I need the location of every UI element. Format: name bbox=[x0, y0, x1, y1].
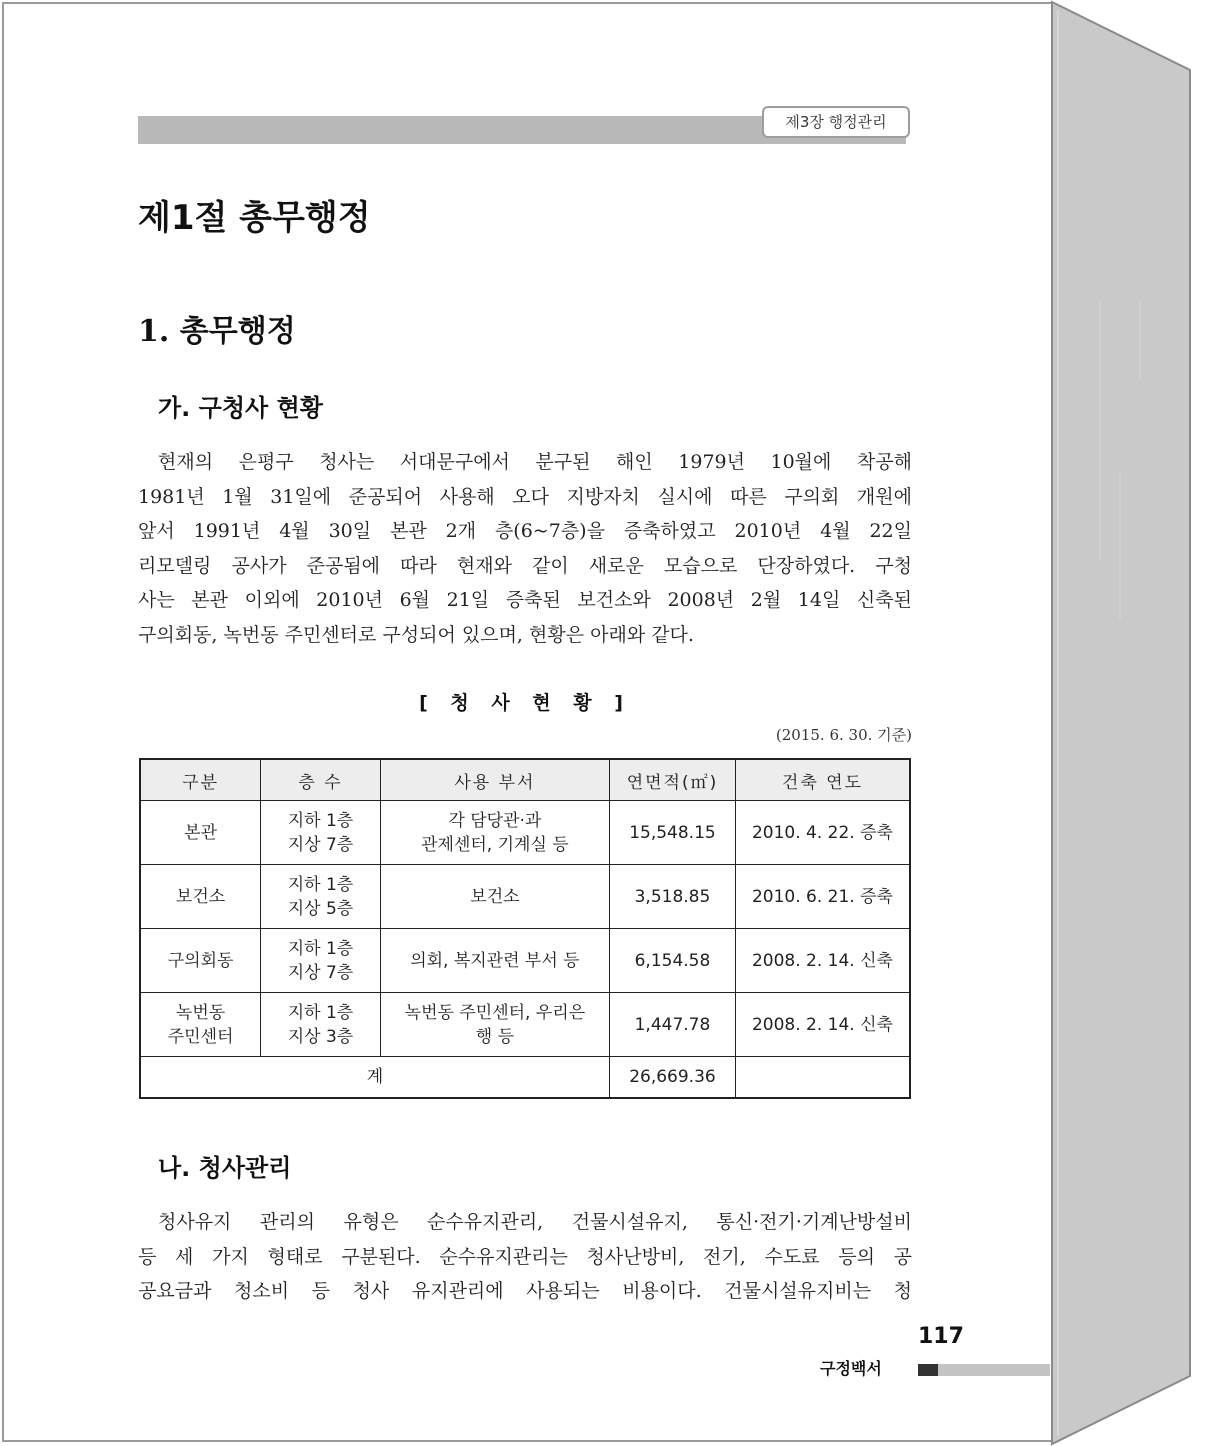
total-year bbox=[735, 1057, 910, 1099]
table-total-row bbox=[140, 1057, 910, 1099]
floor-count: 지하 1층 지상 7층 bbox=[261, 801, 381, 865]
paragraph-line: 리모델링 공사가 준공됨에 따라 현재와 같이 새로운 모습으로 단장하였다. 구청 bbox=[138, 554, 912, 577]
build-year: 2008. 2. 14. 신축 bbox=[735, 993, 910, 1057]
paragraph-line: 사는 본관 이외에 2010년 6월 21일 증축된 보건소와 2008년 2월 14일 신축된 bbox=[138, 589, 912, 611]
part-a-heading: 가. 구청사 현황 bbox=[158, 394, 323, 422]
column-header: 구분 bbox=[140, 759, 261, 801]
column-header: 건축 연도 bbox=[735, 759, 910, 801]
build-year: 2010. 6. 21. 증축 bbox=[735, 865, 910, 929]
departments: 각 담당관·과 관제센터, 기계실 등 bbox=[380, 801, 609, 865]
building-name: 녹번동 주민센터 bbox=[140, 993, 261, 1057]
build-year: 2008. 2. 14. 신축 bbox=[735, 929, 910, 993]
paragraph-line: 청사유지 관리의 유형은 순수유지관리, 건물시설유지, 통신·전기·기계난방설비 bbox=[158, 1211, 912, 1233]
paragraph-line: 앞서 1991년 4월 30일 본관 2개 층(6~7층)을 증축하였고 2010년 4월 22일 bbox=[138, 520, 912, 542]
floor-area: 6,154.58 bbox=[610, 929, 736, 993]
part-b-heading: 나. 청사관리 bbox=[158, 1154, 292, 1182]
subsection-title: 1. 총무행정 bbox=[138, 314, 296, 349]
paragraph-line: 1981년 1월 31일에 준공되어 사용해 오다 지방자치 실시에 따른 구의회 개원에 bbox=[138, 485, 912, 508]
column-header: 층 수 bbox=[261, 759, 381, 801]
total-label: 계 bbox=[140, 1057, 610, 1099]
table-row bbox=[140, 993, 910, 1057]
table-row bbox=[140, 801, 910, 865]
floor-count: 지하 1층 지상 7층 bbox=[261, 929, 381, 993]
part-b-paragraph bbox=[138, 1205, 912, 1309]
building-name: 구의회동 bbox=[140, 929, 261, 993]
column-header: 연면적(㎡) bbox=[610, 759, 736, 801]
floor-count: 지하 1층 지상 3층 bbox=[261, 993, 381, 1057]
paragraph-line: 등 세 가지 형태로 구분된다. 순수유지관리는 청사난방비, 전기, 수도료 등의 공 bbox=[138, 1245, 912, 1268]
section-title: 제1절 총무행정 bbox=[138, 198, 371, 238]
part-a-paragraph bbox=[138, 445, 912, 652]
floor-area: 1,447.78 bbox=[610, 993, 736, 1057]
building-status-table bbox=[139, 758, 911, 1099]
page-number: 117 bbox=[918, 1324, 964, 1349]
footer-bar bbox=[938, 1364, 1050, 1376]
paragraph-line: 구의회동, 녹번동 주민센터로 구성되어 있으며, 현황은 아래와 같다. bbox=[138, 623, 694, 646]
departments: 보건소 bbox=[380, 865, 609, 929]
building-name: 보건소 bbox=[140, 865, 261, 929]
build-year: 2010. 4. 22. 증축 bbox=[735, 801, 910, 865]
chapter-label: 제3장 행정관리 bbox=[762, 106, 910, 138]
building-name: 본관 bbox=[140, 801, 261, 865]
paragraph-line: 공요금과 청소비 등 청사 유지관리에 사용되는 비용이다. 건물시설유지비는 청 bbox=[138, 1280, 912, 1302]
departments: 녹번동 주민센터, 우리은 행 등 bbox=[380, 993, 609, 1057]
book-title: 구정백서 bbox=[820, 1359, 882, 1378]
table-caption: [ 청 사 현 황 ] bbox=[419, 692, 631, 714]
table-header-row bbox=[140, 759, 910, 801]
paragraph-line: 현재의 은평구 청사는 서대문구에서 분구된 해인 1979년 10월에 착공해 bbox=[158, 451, 912, 473]
column-header: 사용 부서 bbox=[380, 759, 609, 801]
departments: 의회, 복지관련 부서 등 bbox=[380, 929, 609, 993]
total-area: 26,669.36 bbox=[610, 1057, 736, 1099]
table-row bbox=[140, 929, 910, 993]
table-row bbox=[140, 865, 910, 929]
floor-count: 지하 1층 지상 5층 bbox=[261, 865, 381, 929]
floor-area: 15,548.15 bbox=[610, 801, 736, 865]
table-note: (2015. 6. 30. 기준) bbox=[775, 726, 912, 744]
floor-area: 3,518.85 bbox=[610, 865, 736, 929]
footer-mark bbox=[918, 1364, 938, 1376]
